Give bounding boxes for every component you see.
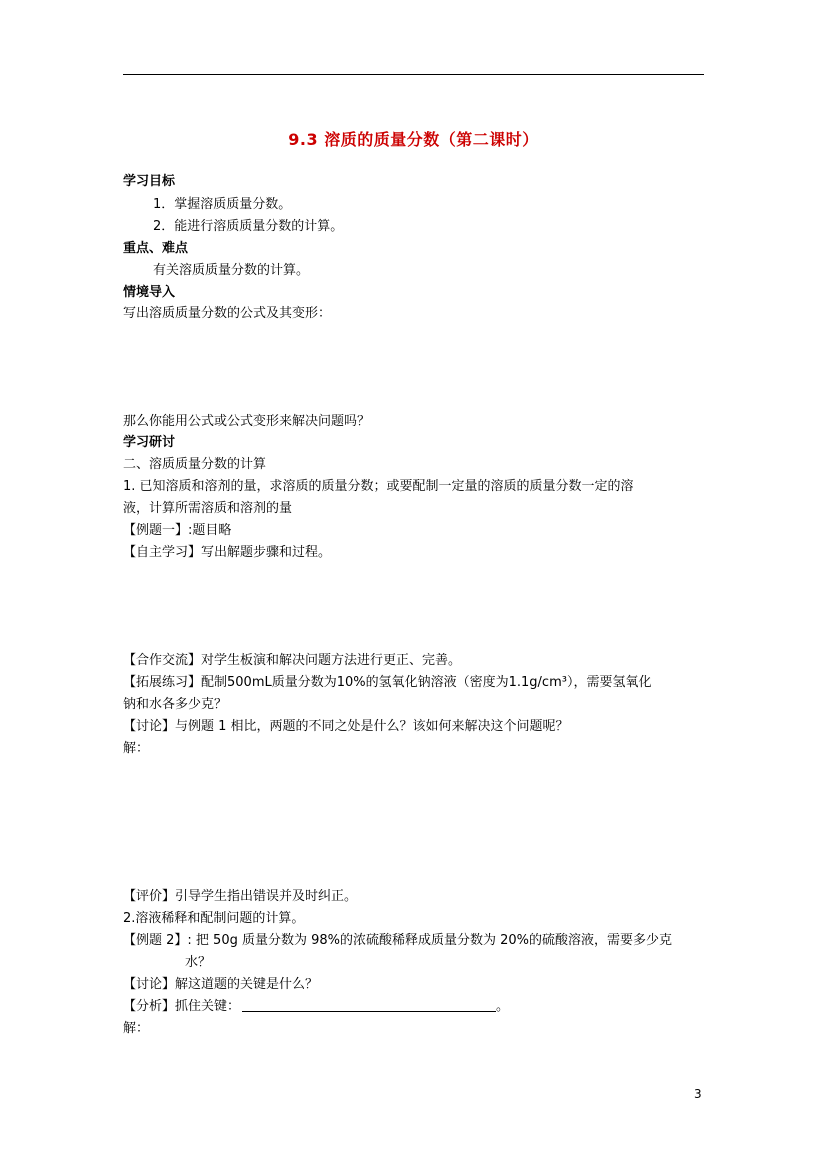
section-heading-objectives: 学习目标 xyxy=(123,174,176,189)
paragraph-1a: 1. 已知溶质和溶剂的量，求溶质的质量分数；或要配制一定量的溶质的质量分数一定的溶 xyxy=(123,479,634,494)
analysis-line xyxy=(123,998,509,1016)
section-heading-keypoints: 重点、难点 xyxy=(123,241,189,256)
section-heading-intro: 情境导入 xyxy=(123,285,176,300)
analysis-end: 。 xyxy=(496,999,510,1014)
evaluation: 【评价】引导学生指出错误并及时纠正。 xyxy=(123,889,358,904)
extension-exercise-a: 【拓展练习】配制500mL质量分数为10%的氢氧化钠溶液（密度为1.1g/cm³），需要氢氧化 xyxy=(123,675,652,690)
paragraph-1b: 液，计算所需溶质和溶剂的量 xyxy=(123,501,293,516)
page-title: 9.3 溶质的质量分数（第二课时） xyxy=(288,130,539,149)
extension-exercise-b: 钠和水各多少克？ xyxy=(123,697,228,712)
discussion-2: 【讨论】解这道题的关键是什么？ xyxy=(123,977,319,992)
intro-text: 写出溶质质量分数的公式及其变形： xyxy=(123,306,332,321)
solution-label-2: 解： xyxy=(123,1021,150,1036)
example-1: 【例题一】:题目略 xyxy=(123,523,232,538)
example-2b: 水？ xyxy=(185,955,212,970)
section-heading-study: 学习研讨 xyxy=(123,435,176,450)
intro-question: 那么你能用公式或公式变形来解决问题吗？ xyxy=(123,414,371,429)
header-rule xyxy=(123,74,704,75)
solution-label-1: 解： xyxy=(123,741,150,756)
cooperation: 【合作交流】对学生板演和解决问题方法进行更正、完善。 xyxy=(123,653,462,668)
discussion-1: 【讨论】与例题 1 相比，两题的不同之处是什么？该如何来解决这个问题呢？ xyxy=(123,719,569,734)
objective-item: 1．掌握溶质质量分数。 xyxy=(153,197,292,212)
subsection-heading: 二、溶质质量分数的计算 xyxy=(123,457,267,472)
subsection-2: 2.溶液稀释和配制问题的计算。 xyxy=(123,911,305,926)
objective-item: 2．能进行溶质质量分数的计算。 xyxy=(153,219,344,234)
example-2a: 【例题 2】: 把 50g 质量分数为 98%的浓硫酸稀释成质量分数为 20%的硫酸溶液，需要多少克 xyxy=(123,933,673,948)
page-number: 3 xyxy=(694,1087,702,1101)
analysis-label: 【分析】抓住关键： xyxy=(123,999,241,1014)
fill-blank[interactable] xyxy=(242,999,496,1012)
self-study: 【自主学习】写出解题步骤和过程。 xyxy=(123,545,332,560)
keypoints-text: 有关溶质质量分数的计算。 xyxy=(153,263,310,278)
